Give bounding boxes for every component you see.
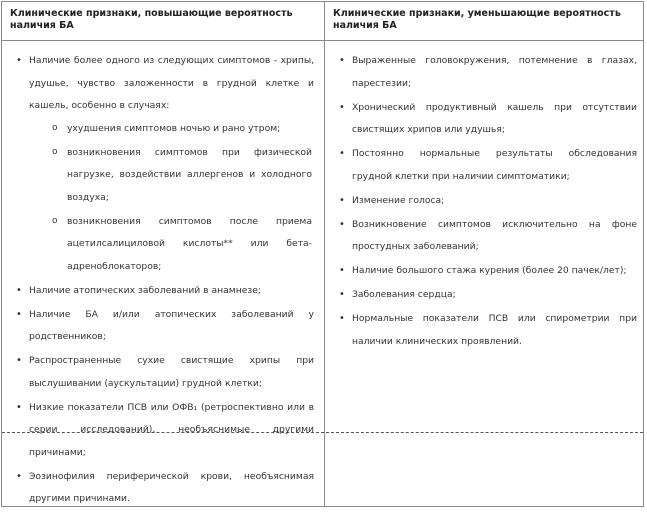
list-item: • Наличие атопических заболеваний в анамнезе;	[10, 280, 316, 303]
list-item: • Низкие показатели ПСВ или ОФВ₁ (ретроспективно или в серии исследований), необъяснимые другими причинами;	[10, 397, 316, 465]
sub-list-item: o ухудшения симптомов ночью и рано утром;	[29, 118, 314, 141]
list-item: • Распространенные сухие свистящие хрипы при выслушивании (аускультации) грудной клетки;	[10, 350, 316, 395]
sub-list-item: o возникновения симптомов после приема ацетилсалициловой кислоты** или бета-адреноблокаторов;	[29, 211, 314, 279]
criteria-table	[1, 1, 644, 507]
right-column-header: Клинические признаки, уменьшающие вероятность наличия БА	[333, 8, 621, 31]
list-item: • Хронический продуктивный кашель при отсутствии свистящих хрипов или удушья;	[333, 97, 639, 142]
list-item	[10, 50, 316, 278]
left-column	[10, 50, 316, 512]
list-item: • Эозинофилия периферической крови, необъяснимая другими причинами.	[10, 466, 316, 511]
list-item: • Нормальные показатели ПСВ или спирометрии при наличии клинических проявлений.	[333, 308, 639, 353]
list-item: • Выраженные головокружения, потемнение в глазах, парестезии;	[333, 50, 639, 95]
list-item: • Возникновение симптомов исключительно на фоне простудных заболеваний;	[333, 214, 639, 259]
list-item: • Постоянно нормальные результаты обследования грудной клетки при наличии симптоматики;	[333, 143, 639, 188]
column-divider	[324, 2, 325, 506]
list-item: • Наличие БА и/или атопических заболеваний у родственников;	[10, 304, 316, 349]
right-column	[333, 50, 639, 355]
list-item: • Наличие большого стажа курения (более 20 пачек/лет);	[333, 260, 639, 283]
sub-list-item: o возникновения симптомов при физической нагрузке, воздействии аллергенов и холодного воздуха;	[29, 142, 314, 210]
left-column-header: Клинические признаки, повышающие вероятность наличия БА	[10, 8, 293, 31]
header-divider	[2, 40, 643, 41]
list-item-text: Наличие более одного из следующих симптомов - хрипы, удушье, чувство заложенности в грудной клетке и кашель, особенно в случаях:	[29, 55, 314, 111]
list-item: • Изменение голоса;	[333, 190, 639, 213]
list-item: • Заболевания сердца;	[333, 284, 639, 307]
